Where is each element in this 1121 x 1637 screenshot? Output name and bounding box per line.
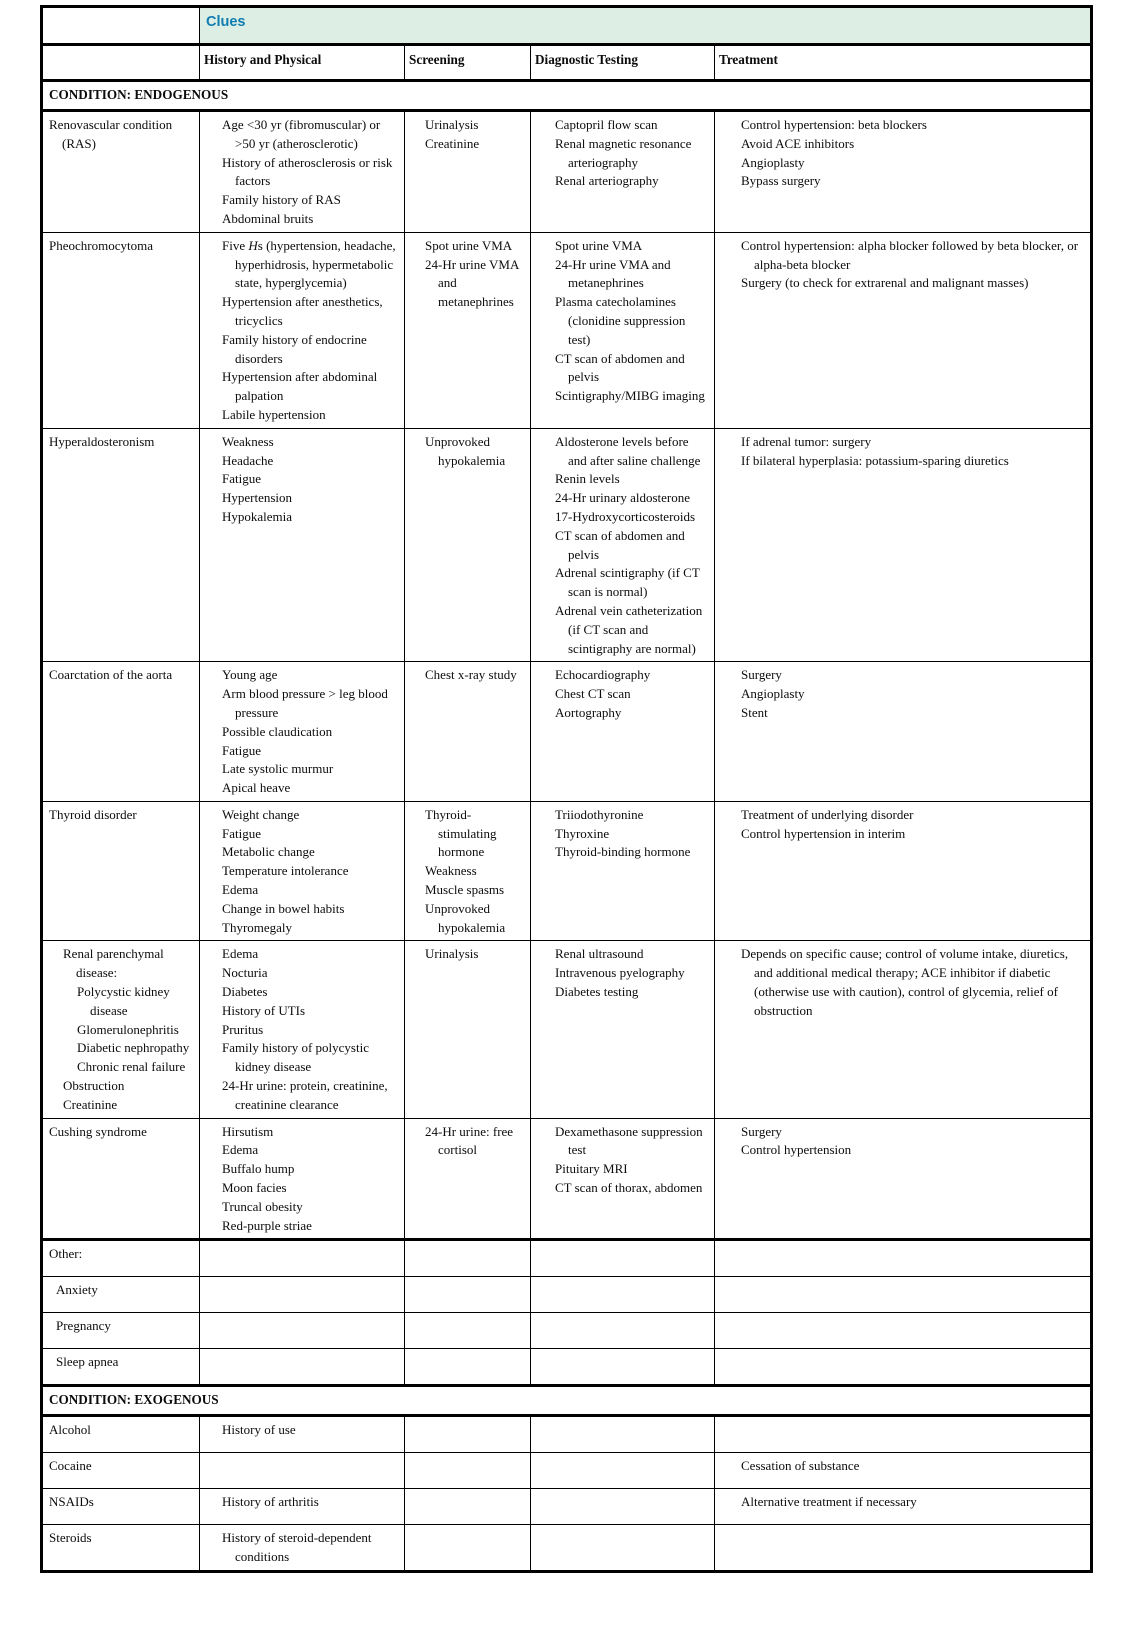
cell-line: Creatinine (63, 1096, 118, 1112)
cell-line: Renal magnetic resonance arteriography (555, 135, 692, 170)
section-header-row (42, 1386, 1092, 1416)
col-header-diagnostic-testing: Diagnostic Testing (531, 45, 715, 81)
cell-line: Late systolic murmur (222, 761, 334, 777)
cell-line: Pheochromocytoma (49, 237, 153, 253)
cell-line: Steroids (49, 1530, 92, 1546)
cell-history (200, 1277, 405, 1313)
cell-screening (405, 1416, 531, 1453)
cell-line: Labile hypertension (222, 406, 326, 422)
cell-line: Cocaine (49, 1458, 92, 1474)
cell-line: Truncal obesity (222, 1198, 303, 1214)
cell-line: Hypokalemia (222, 508, 293, 524)
cell-diagnostic (531, 801, 715, 941)
cell-line: Chest x-ray study (425, 667, 517, 683)
cell-treatment (715, 1489, 1092, 1525)
cell-line: Control hypertension in interim (741, 825, 906, 841)
cell-condition (42, 1453, 200, 1489)
cell-line: Thyroid-stimulating hormone (425, 806, 497, 860)
cell-line: History of use (222, 1422, 296, 1438)
column-header-row (42, 45, 1092, 81)
cell-line: History of steroid-dependent conditions (222, 1530, 372, 1565)
cell-line: Hirsutism (222, 1123, 274, 1139)
cell-condition (42, 1277, 200, 1313)
clues-header-row (42, 7, 1092, 45)
cell-screening (405, 232, 531, 428)
cell-line: Renin levels (555, 471, 620, 487)
cell-history (200, 1118, 405, 1240)
cell-treatment (715, 1313, 1092, 1349)
cell-line: Renal arteriography (555, 173, 659, 189)
cell-line: Renal parenchymal disease: (63, 946, 164, 981)
cell-line: Thyromegaly (222, 919, 293, 935)
cell-screening (405, 1240, 531, 1277)
cell-history (200, 941, 405, 1118)
cell-line: History of arthritis (222, 1494, 319, 1510)
cell-line: Polycystic kidney disease (77, 984, 170, 1018)
cell-condition (42, 801, 200, 941)
col-header-history-and-physical: History and Physical (200, 45, 405, 81)
section-header-row (42, 81, 1092, 111)
cell-condition (42, 1240, 200, 1277)
cell-treatment (715, 1277, 1092, 1313)
cell-screening (405, 941, 531, 1118)
cell-condition (42, 1489, 200, 1525)
cell-line: Moon facies (222, 1180, 287, 1196)
cell-line: Thyroid-binding hormone (555, 844, 691, 860)
cell-line: Hypertension after abdominal palpation (222, 369, 378, 404)
cell-screening (405, 1277, 531, 1313)
cell-line: Avoid ACE inhibitors (741, 135, 855, 151)
cell-history (200, 232, 405, 428)
cell-diagnostic (531, 232, 715, 428)
cell-treatment (715, 941, 1092, 1118)
table-row (42, 1349, 1092, 1386)
cell-line: Sleep apnea (56, 1354, 119, 1370)
cell-line: Plasma catecholamines (clonidine suppression test) (555, 294, 686, 347)
cell-line: Urinalysis (425, 946, 479, 962)
cell-line: Family history of endocrine disorders (222, 331, 367, 366)
cell-line: Surgery (741, 1123, 782, 1139)
cell-line: Diabetes (222, 984, 268, 1000)
cell-treatment (715, 801, 1092, 941)
cell-treatment (715, 1453, 1092, 1489)
table-row (42, 428, 1092, 662)
cell-line: Angioplasty (741, 154, 805, 170)
cell-line: Apical heave (222, 780, 291, 796)
cell-line: Glomerulonephritis (77, 1021, 179, 1037)
cell-line: 24-Hr urine VMA and metanephrines (425, 256, 519, 310)
cell-line: Red-purple striae (222, 1217, 312, 1233)
cell-treatment (715, 1525, 1092, 1572)
table-row (42, 232, 1092, 428)
cell-condition (42, 232, 200, 428)
cell-line: Unprovoked hypokalemia (425, 433, 506, 468)
cell-line: Thyroxine (555, 825, 610, 841)
table-row (42, 1489, 1092, 1525)
cell-treatment (715, 662, 1092, 802)
cell-diagnostic (531, 1240, 715, 1277)
cell-line: Urinalysis (425, 117, 479, 132)
cell-screening (405, 1313, 531, 1349)
cell-line: Angioplasty (741, 686, 805, 702)
cell-diagnostic (531, 428, 715, 662)
cell-line: Depends on specific cause; control of volume intake, diuretics, and additional medical therapy; ACE inhibitor if diabetic (otherwise use with caution), control of glycemia, relief of obstruction (741, 946, 1069, 1018)
cell-line: Nocturia (222, 965, 268, 981)
cell-line: Surgery (to check for extrarenal and malignant masses) (741, 275, 1029, 291)
cell-line: Aortography (555, 704, 622, 720)
cell-history (200, 1313, 405, 1349)
cell-line: Echocardiography (555, 667, 651, 683)
cell-history (200, 111, 405, 233)
cell-line: Muscle spasms (425, 882, 505, 898)
cell-line: 24-Hr urine: free cortisol (425, 1123, 514, 1158)
cell-condition (42, 1118, 200, 1240)
section-header: CONDITION: ENDOGENOUS (42, 81, 1092, 111)
cell-treatment (715, 1118, 1092, 1240)
cell-line: Renal ultrasound (555, 946, 644, 962)
cell-line: Hypertension after anesthetics, tricyclics (222, 294, 383, 328)
cell-diagnostic (531, 1118, 715, 1240)
cell-line: Dexamethasone suppression test (555, 1123, 703, 1158)
cell-diagnostic (531, 1313, 715, 1349)
cell-line: 24-Hr urinary aldosterone (555, 490, 691, 506)
clues-header: Clues (200, 7, 1092, 45)
cell-line: Buffalo hump (222, 1161, 295, 1177)
cell-line: Family history of RAS (222, 192, 341, 208)
cell-line: Captopril flow scan (555, 117, 658, 132)
cell-line: Surgery (741, 667, 782, 683)
cell-diagnostic (531, 1349, 715, 1386)
cell-screening (405, 111, 531, 233)
cell-line: Edema (222, 1142, 259, 1158)
cell-line: Pruritus (222, 1021, 264, 1037)
cell-line: Diabetic nephropathy (77, 1040, 190, 1056)
cell-line: Anxiety (56, 1282, 98, 1298)
cell-condition (42, 1525, 200, 1572)
cell-line: Aldosterone levels before and after saline challenge (555, 433, 701, 468)
cell-line: CT scan of abdomen and pelvis (555, 527, 685, 562)
cell-line: Family history of polycystic kidney disease (222, 1040, 369, 1075)
corner-cell (42, 7, 200, 45)
cell-treatment (715, 1240, 1092, 1277)
cell-line: Creatinine (425, 135, 480, 151)
cell-line: Scintigraphy/MIBG imaging (555, 388, 705, 404)
cell-line: Fatigue (222, 471, 261, 487)
cell-diagnostic (531, 1277, 715, 1313)
cell-line: Intravenous pyelography (555, 965, 685, 981)
cell-line: Spot urine VMA (425, 237, 513, 253)
table-row (42, 111, 1092, 233)
cell-line: Fatigue (222, 825, 261, 841)
cell-line: Alternative treatment if necessary (741, 1494, 917, 1510)
table-row (42, 662, 1092, 802)
table-row (42, 1453, 1092, 1489)
cell-line: CT scan of thorax, abdomen (555, 1180, 703, 1196)
cell-line: Bypass surgery (741, 173, 821, 189)
cell-line: Stent (741, 704, 768, 720)
cell-line: Unprovoked hypokalemia (425, 900, 506, 935)
cell-line: Metabolic change (222, 844, 315, 860)
cell-line: Hypertension (222, 490, 293, 506)
cell-screening (405, 1525, 531, 1572)
cell-condition (42, 1313, 200, 1349)
cell-line: NSAIDs (49, 1494, 94, 1510)
cell-line: 17-Hydroxycorticosteroids (555, 508, 696, 524)
cell-history (200, 1525, 405, 1572)
cell-diagnostic (531, 1416, 715, 1453)
cell-condition (42, 428, 200, 662)
cell-line: Weight change (222, 806, 300, 822)
cell-line: If adrenal tumor: surgery (741, 433, 872, 449)
cell-line: Control hypertension: alpha blocker followed by beta blocker, or alpha-beta blocker (741, 237, 1079, 272)
hypertension-clues-table (40, 5, 1093, 1573)
cell-line: Alcohol (49, 1422, 91, 1438)
cell-line: Other: (49, 1246, 83, 1262)
col-header-treatment: Treatment (715, 45, 1092, 81)
cell-history (200, 801, 405, 941)
table-row (42, 1416, 1092, 1453)
cell-condition (42, 1349, 200, 1386)
cell-line: Age <30 yr (fibromuscular) or >50 yr (atherosclerotic) (222, 117, 381, 151)
cell-condition (42, 111, 200, 233)
cell-line: Chest CT scan (555, 686, 631, 702)
table-row (42, 1240, 1092, 1277)
cell-condition (42, 1416, 200, 1453)
cell-diagnostic (531, 111, 715, 233)
section-header: CONDITION: EXOGENOUS (42, 1386, 1092, 1416)
cell-line: Obstruction (63, 1078, 125, 1094)
cell-line: History of UTIs (222, 1002, 306, 1018)
cell-line: Temperature intolerance (222, 863, 349, 879)
cell-line: 24-Hr urine: protein, creatinine, creatinine clearance (222, 1078, 388, 1112)
cell-history (200, 1240, 405, 1277)
cell-screening (405, 801, 531, 941)
cell-line: Coarctation of the aorta (49, 667, 173, 683)
cell-treatment (715, 428, 1092, 662)
col-header-screening: Screening (405, 45, 531, 81)
cell-line: Edema (222, 946, 259, 962)
cell-diagnostic (531, 1453, 715, 1489)
cell-history (200, 1489, 405, 1525)
cell-treatment (715, 232, 1092, 428)
cell-treatment (715, 111, 1092, 233)
cell-screening (405, 1349, 531, 1386)
cell-line: Renovascular condition (RAS) (49, 117, 173, 151)
cell-history (200, 1349, 405, 1386)
corner-cell (42, 45, 200, 81)
cell-line: If bilateral hyperplasia: potassium-sparing diuretics (741, 452, 1009, 468)
cell-line: Adrenal vein catheterization (if CT scan and scintigraphy are normal) (555, 602, 703, 656)
cell-line: Fatigue (222, 742, 261, 758)
cell-diagnostic (531, 662, 715, 802)
cell-screening (405, 1118, 531, 1240)
cell-screening (405, 428, 531, 662)
cell-line: Weakness (425, 863, 477, 879)
cell-line: Thyroid disorder (49, 806, 137, 822)
cell-line: Abdominal bruits (222, 210, 314, 226)
cell-line: Cushing syndrome (49, 1123, 147, 1139)
cell-line: Arm blood pressure > leg blood pressure (222, 686, 388, 720)
cell-line: 24-Hr urine VMA and metanephrines (555, 256, 671, 291)
cell-line: Treatment of underlying disorder (741, 806, 914, 822)
cell-history (200, 428, 405, 662)
cell-line: Cessation of substance (741, 1458, 860, 1474)
cell-line: Spot urine VMA (555, 237, 643, 253)
cell-line: History of atherosclerosis or risk factors (222, 154, 393, 189)
cell-history (200, 1416, 405, 1453)
table-row (42, 801, 1092, 941)
table-row (42, 1118, 1092, 1240)
cell-history (200, 1453, 405, 1489)
cell-condition (42, 941, 200, 1118)
table-row (42, 1525, 1092, 1572)
table-row (42, 1313, 1092, 1349)
table-row (42, 1277, 1092, 1313)
cell-line: Edema (222, 882, 259, 898)
cell-line: Control hypertension: beta blockers (741, 117, 927, 132)
cell-line: Pregnancy (56, 1318, 111, 1334)
cell-treatment (715, 1416, 1092, 1453)
cell-line: Diabetes testing (555, 984, 639, 1000)
cell-diagnostic (531, 1489, 715, 1525)
cell-screening (405, 662, 531, 802)
cell-line: Pituitary MRI (555, 1161, 628, 1177)
cell-line: CT scan of abdomen and pelvis (555, 350, 685, 385)
table-row (42, 941, 1092, 1118)
cell-line: Headache (222, 452, 274, 468)
cell-screening (405, 1489, 531, 1525)
cell-history (200, 662, 405, 802)
cell-line: Change in bowel habits (222, 900, 345, 916)
cell-line: Weakness (222, 433, 274, 449)
cell-diagnostic (531, 941, 715, 1118)
cell-diagnostic (531, 1525, 715, 1572)
cell-screening (405, 1453, 531, 1489)
cell-line: Hyperaldosteronism (49, 433, 155, 449)
cell-line: Chronic renal failure (77, 1059, 186, 1075)
cell-line: Possible claudication (222, 723, 333, 739)
cell-treatment (715, 1349, 1092, 1386)
cell-line: Young age (222, 667, 278, 683)
cell-line: Adrenal scintigraphy (if CT scan is normal) (555, 565, 700, 600)
cell-line: Triiodothyronine (555, 806, 644, 822)
cell-condition (42, 662, 200, 802)
cell-line: Control hypertension (741, 1142, 852, 1158)
cell-line: Five Hs (hypertension, headache, hyperhidrosis, hypermetabolic state, hyperglycemia) (222, 237, 396, 291)
